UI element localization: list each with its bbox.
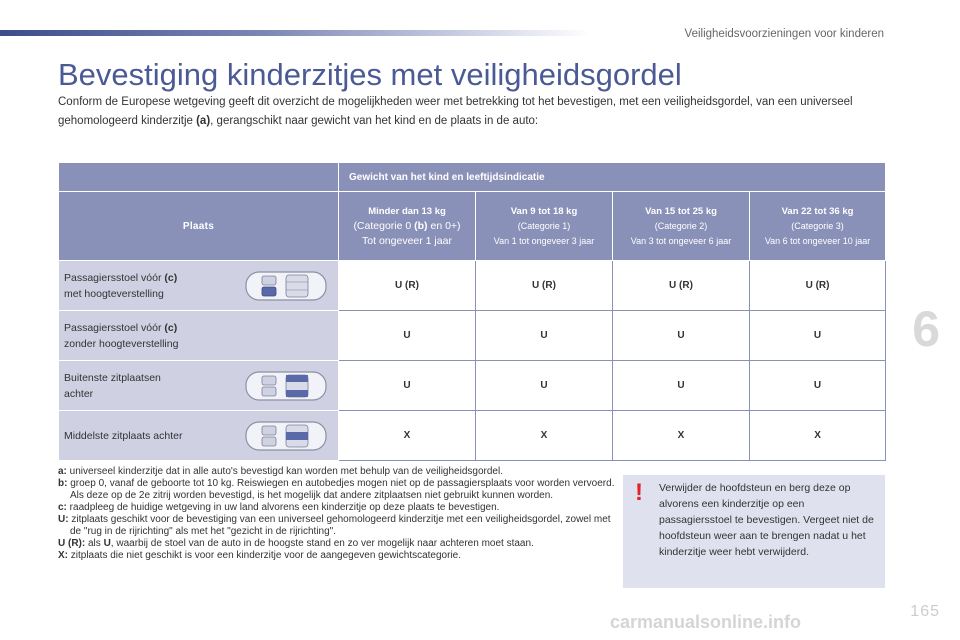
intro-paragraph xyxy=(58,93,858,131)
table-group-header: Gewicht van het kind en leeftijdsindicatie xyxy=(339,163,886,192)
seat-label: Buitenste zitplaatsen achter xyxy=(64,371,161,400)
value-cell: U xyxy=(750,361,886,411)
col-1-age: Tot ongeveer 1 jaar xyxy=(362,234,452,247)
value-cell: U (R) xyxy=(339,261,476,311)
footnote-ur: U (R): als U, waarbij de stoel van de auto in de hoogste stand en zo ver mogelijk naar achteren moet staan. xyxy=(58,538,534,549)
value-cell: U (R) xyxy=(476,261,613,311)
footer-watermark: carmanualsonline.info xyxy=(610,612,802,632)
warning-box xyxy=(623,475,885,588)
section-title: Veiligheidsvoorzieningen voor kinderen xyxy=(684,28,884,40)
footnotes xyxy=(58,466,623,562)
col-4-category: (Categorie 3) xyxy=(791,220,844,231)
seat-label-cell xyxy=(59,311,339,361)
value-cell: X xyxy=(613,411,750,461)
col-3-category: (Categorie 2) xyxy=(654,220,708,231)
page-number: 165 xyxy=(910,603,940,620)
col-3-age: Van 3 tot ongeveer 6 jaar xyxy=(630,235,732,246)
car-seat-diagram-icon xyxy=(244,369,328,403)
seat-label: Passagiersstoel vóór (c) met hoogteverstelling xyxy=(64,271,178,300)
table-header-col-2 xyxy=(476,192,613,261)
intro-ref-a: (a) xyxy=(196,115,211,127)
table-row-rear-middle xyxy=(59,411,886,461)
header-accent-bar xyxy=(0,30,590,36)
child-seat-table xyxy=(58,162,886,461)
value-cell: X xyxy=(476,411,613,461)
table-header-col-1 xyxy=(339,192,476,261)
value-cell: U xyxy=(476,361,613,411)
col-4-weight: Van 22 tot 36 kg xyxy=(781,205,854,217)
seat-label-cell xyxy=(59,411,339,461)
table-header-place: Plaats xyxy=(59,192,339,261)
value-cell: X xyxy=(339,411,476,461)
warning-exclamation-icon: ! xyxy=(635,479,643,506)
value-cell: X xyxy=(750,411,886,461)
seat-label: Passagiersstoel vóór (c) zonder hoogteverstelling xyxy=(64,321,179,350)
col-4-age: Van 6 tot ongeveer 10 jaar xyxy=(764,235,871,246)
footnote-b: b: groep 0, vanaf de geboorte tot 10 kg. Reiswiegen en autobedjes mogen niet op de passagiersplaats voor worden vervoerd. Als deze op de 2e zitrij worden bevestigd, is het mogelijk dat andere zitplaatsen niet gebruikt kunnen worden. xyxy=(58,478,615,501)
seat-label-cell xyxy=(59,361,339,411)
page-title: Bevestiging kinderzitjes met veiligheidsgordel xyxy=(58,57,682,92)
table-row-rear-outer xyxy=(59,361,886,411)
value-cell: U xyxy=(613,361,750,411)
table-empty-corner xyxy=(59,163,339,192)
footnote-a: a: universeel kinderzitje dat in alle auto's bevestigd kan worden met behulp van de veiligheidsgordel. xyxy=(58,466,503,477)
footnote-u: U: zitplaats geschikt voor de bevestiging van een universeel gehomologeerd kinderzitje met een veiligheidsgordel, zowel met de "rug in de rijrichting" als met het "gezicht in de rijrichting". xyxy=(58,514,611,537)
table-header-col-3 xyxy=(613,192,750,261)
col-3-weight: Van 15 tot 25 kg xyxy=(645,205,717,217)
col-2-weight: Van 9 tot 18 kg xyxy=(510,205,578,217)
car-seat-diagram-icon xyxy=(244,269,328,303)
seat-label: Middelste zitplaats achter xyxy=(64,429,183,442)
col-1-weight: Minder dan 13 kg xyxy=(368,205,446,217)
footnote-c: c: raadpleeg de huidige wetgeving in uw land alvorens een kinderzitje op deze plaats te bevestigen. xyxy=(58,502,500,513)
chapter-number: 6 xyxy=(912,301,940,357)
value-cell: U xyxy=(339,361,476,411)
value-cell: U (R) xyxy=(750,261,886,311)
car-seat-diagram-icon xyxy=(244,419,328,453)
intro-text-1: Conform de Europese wetgeving geeft dit overzicht de mogelijkheden weer met betrekking tot het bevestigen, met een veiligheidsgordel, van een universeel gehomologeerd kinderzitje xyxy=(58,96,853,127)
footnote-x: X: zitplaats die niet geschikt is voor een kinderzitje voor de aangegeven gewichtscategorie. xyxy=(58,550,462,561)
col-1-category: (Categorie 0 (b) en 0+) xyxy=(353,219,461,232)
col-2-category: (Categorie 1) xyxy=(517,220,571,231)
col-2-age: Van 1 tot ongeveer 3 jaar xyxy=(493,235,595,246)
table-header-col-4 xyxy=(750,192,886,261)
value-cell: U xyxy=(613,311,750,361)
table-row-front-with-height xyxy=(59,261,886,311)
warning-text: Verwijder de hoofdsteun en berg deze op alvorens een kinderzitje op een passagiersstoel te bevestigen. Vergeet niet de hoofdsteun weer aan te brengen nadat u het kinderzitje weer hebt verwijderd. xyxy=(659,482,874,558)
table-row-front-without-height xyxy=(59,311,886,361)
value-cell: U xyxy=(476,311,613,361)
seat-label-cell xyxy=(59,261,339,311)
intro-text-2: , gerangschikt naar gewicht van het kind en de plaats in de auto: xyxy=(210,115,539,127)
value-cell: U xyxy=(339,311,476,361)
value-cell: U (R) xyxy=(613,261,750,311)
car-diagram-spacer xyxy=(244,319,328,353)
value-cell: U xyxy=(750,311,886,361)
